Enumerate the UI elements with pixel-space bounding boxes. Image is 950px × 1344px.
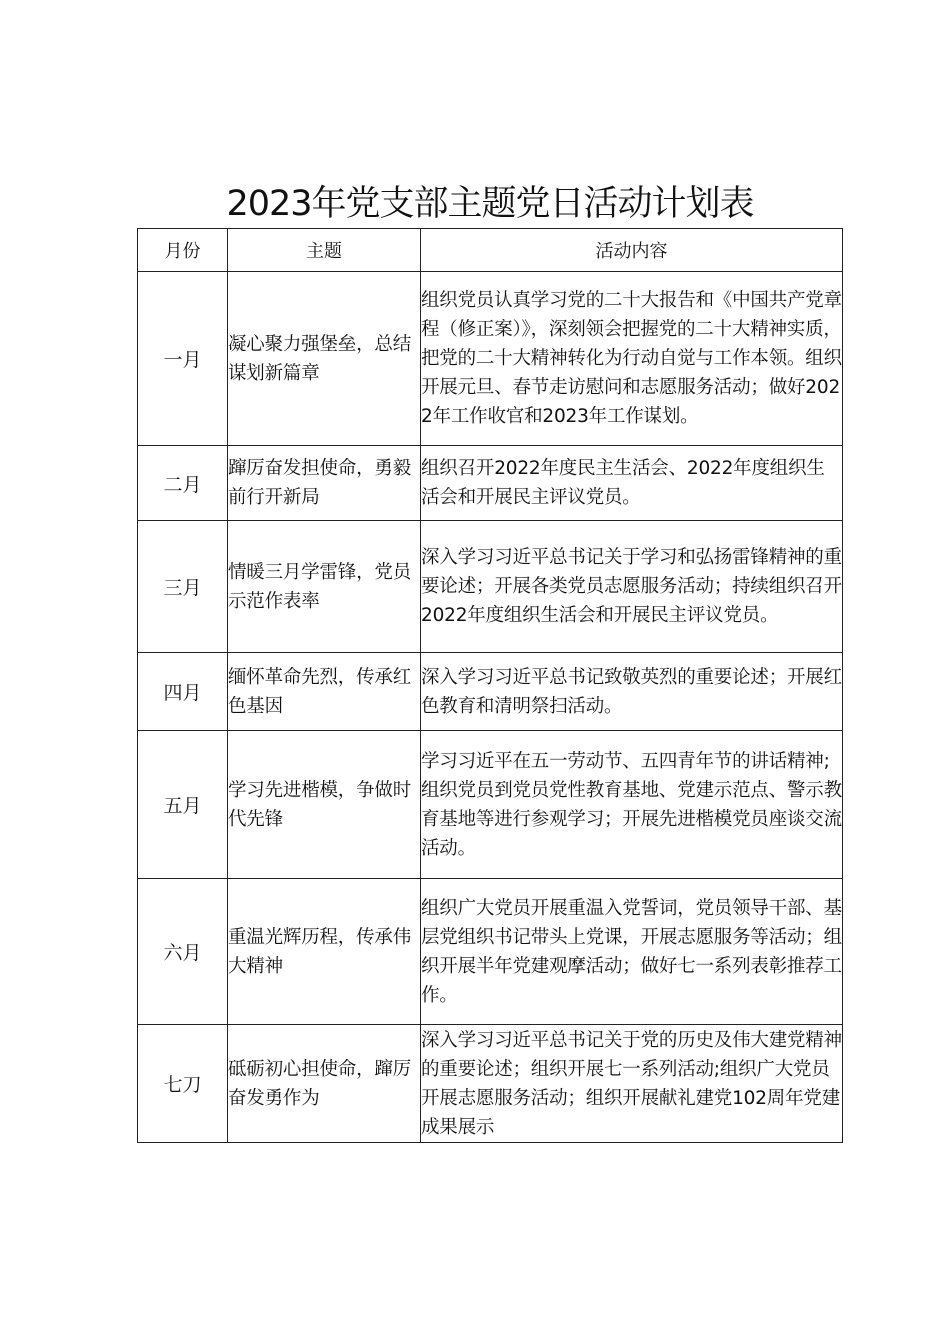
- header-month: 月份: [138, 229, 228, 272]
- table-row: [138, 521, 843, 653]
- row-month: 二月: [138, 446, 228, 521]
- table-row: [138, 879, 843, 1025]
- row-theme: 蹿厉奋发担使命，勇毅前行开新局: [228, 446, 421, 521]
- row-month: 七刀: [138, 1025, 228, 1143]
- header-theme: 主题: [228, 229, 421, 272]
- row-theme: 情暖三月学雷锋，党员示范作表率: [228, 521, 421, 653]
- row-theme: 凝心聚力强堡垒，总结谋划新篇章: [228, 272, 421, 446]
- row-theme: 砥砺初心担使命，蹿厉奋发勇作为: [228, 1025, 421, 1143]
- row-content: 深入学习习近平总书记关于学习和弘扬雷锋精神的重要论述；开展各类党员志愿服务活动；持续组织召开2022年度组织生活会和开展民主评议党员。: [421, 521, 843, 653]
- row-theme: 学习先进楷模，争做时代先锋: [228, 731, 421, 879]
- row-theme: 缅怀革命先烈，传承红色基因: [228, 653, 421, 731]
- row-content: 深入学习习近平总书记关于党的历史及伟大建党精神的重要论述；组织开展七一系列活动;组织广大党员开展志愿服务活动；组织开展献礼建党102周年党建成果展示: [421, 1025, 843, 1143]
- table-row: [138, 1025, 843, 1143]
- row-month: 五月: [138, 731, 228, 879]
- table-row: [138, 653, 843, 731]
- table-row: [138, 731, 843, 879]
- row-month: 一月: [138, 272, 228, 446]
- row-month: 四月: [138, 653, 228, 731]
- row-content: 学习习近平在五一劳动节、五四青年节的讲话精神;组织党员到党员党性教育基地、党建示范点、警示教育基地等进行参观学习；开展先进楷模党员座谈交流活动。: [421, 731, 843, 879]
- table-header-row: [138, 229, 843, 272]
- table-row: [138, 272, 843, 446]
- header-content: 活动内容: [421, 229, 843, 272]
- document-title: 2023年党支部主题党日活动计划表: [226, 184, 754, 224]
- row-theme: 重温光辉历程，传承伟大精神: [228, 879, 421, 1025]
- row-month: 三月: [138, 521, 228, 653]
- row-content: 组织党员认真学习党的二十大报告和《中国共产党章程（修正案）》，深刻领会把握党的二十大精神实质，把党的二十大精神转化为行动自觉与工作本领。组织开展元旦、春节走访慰问和志愿服务活动；做好2022年工作收官和2023年工作谋划。: [421, 272, 843, 446]
- row-content: 组织召开2022年度民主生活会、2022年度组织生活会和开展民主评议党员。: [421, 446, 843, 521]
- row-content: 组织广大党员开展重温入党誓词，党员领导干部、基层党组织书记带头上党课，开展志愿服务等活动；组织开展半年党建观摩活动；做好七一系列表彰推荐工作。: [421, 879, 843, 1025]
- table-row: [138, 446, 843, 521]
- row-content: 深入学习习近平总书记致敬英烈的重要论述；开展红色教育和清明祭扫活动。: [421, 653, 843, 731]
- activity-plan-table: [137, 228, 843, 1143]
- row-month: 六月: [138, 879, 228, 1025]
